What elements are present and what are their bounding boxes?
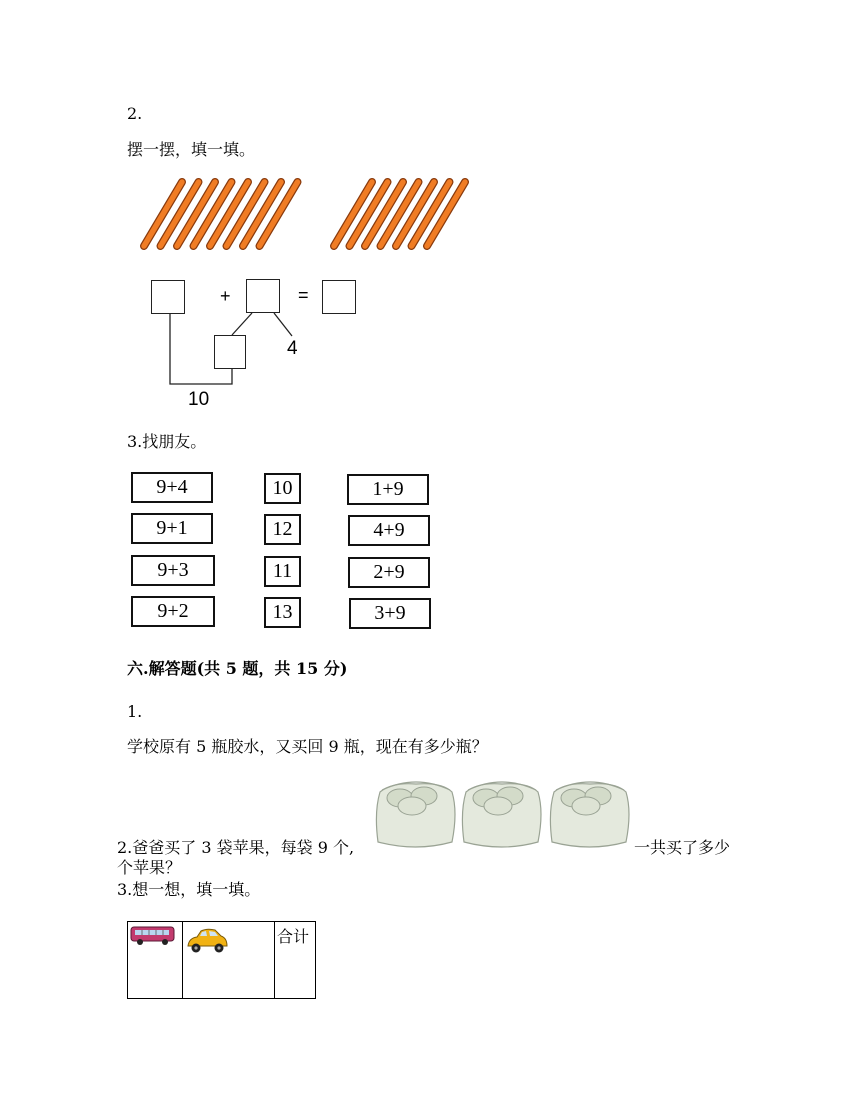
total-label-ten: 10	[188, 389, 210, 410]
total-cell[interactable]	[275, 922, 316, 999]
problem-number: 1.	[127, 702, 143, 721]
match-card-left[interactable]: 9+1	[131, 513, 213, 544]
apple-bags-illustration	[372, 772, 634, 852]
apple-bag	[376, 782, 455, 847]
match-card-middle[interactable]: 11	[264, 556, 301, 587]
match-card-right[interactable]: 2+9	[348, 557, 430, 588]
problem-text: 3.想一想，填一填。	[117, 880, 261, 899]
match-card-middle[interactable]: 10	[264, 473, 301, 504]
problem-text: 个苹果？	[117, 858, 182, 877]
problem-text: 2.爸爸买了 3 袋苹果，每袋 9 个,	[117, 838, 355, 857]
split-label-four: 4	[287, 338, 298, 359]
match-card-right[interactable]: 1+9	[347, 474, 429, 505]
tally-table	[127, 921, 316, 999]
car-icon	[185, 924, 229, 956]
decomposition-lines	[0, 0, 860, 420]
total-label: 合计	[277, 927, 310, 946]
equals-sign: =	[298, 285, 309, 305]
problem-text: 学校原有 5 瓶胶水，又买回 9 瓶，现在有多少瓶？	[127, 737, 488, 756]
question-prompt: 摆一摆，填一填。	[127, 140, 256, 159]
section-heading: 六.解答题(共 5 题，共 15 分)	[127, 659, 348, 678]
plus-sign: +	[220, 286, 231, 306]
match-card-middle[interactable]: 12	[264, 514, 301, 545]
match-card-left[interactable]: 9+4	[131, 472, 213, 503]
match-card-left[interactable]: 9+3	[131, 555, 215, 586]
problem-text: 一共买了多少	[634, 838, 731, 857]
match-card-right[interactable]: 4+9	[348, 515, 430, 546]
bus-cell[interactable]	[128, 922, 183, 999]
match-card-left[interactable]: 9+2	[131, 596, 215, 627]
bus-icon	[130, 924, 176, 946]
apple-bag	[550, 782, 629, 847]
car-cell[interactable]	[183, 922, 275, 999]
match-card-right[interactable]: 3+9	[349, 598, 431, 629]
apple-bag	[462, 782, 541, 847]
match-card-middle[interactable]: 13	[264, 597, 301, 628]
question-number: 2.	[127, 104, 143, 123]
question-title: 3.找朋友。	[127, 432, 207, 451]
